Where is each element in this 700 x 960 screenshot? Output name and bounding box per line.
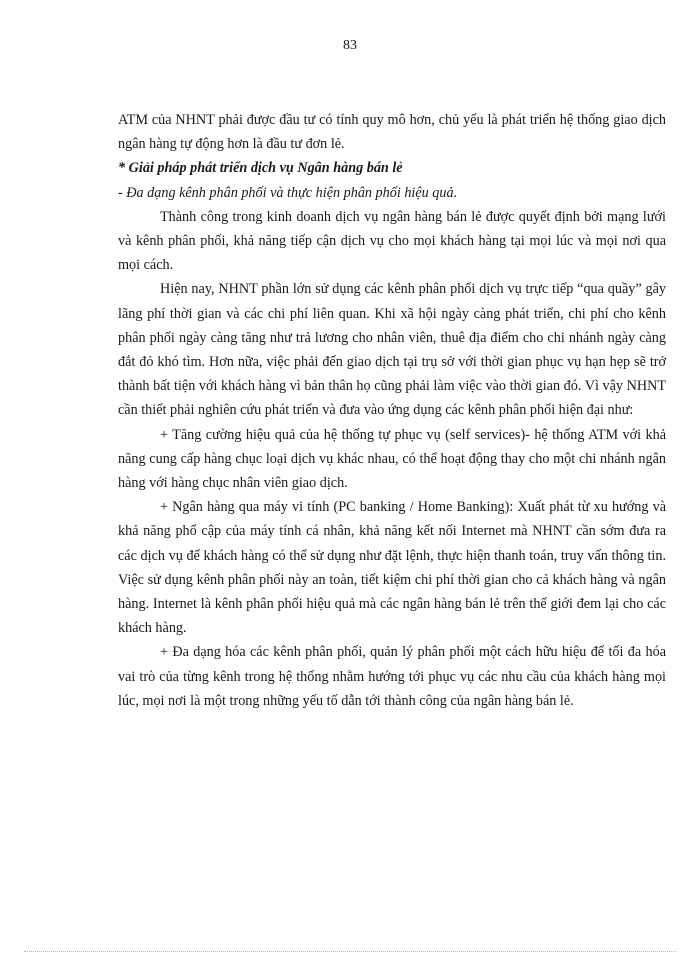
- paragraph-distribution-network: Thành công trong kinh doanh dịch vụ ngân hàng bán lẻ được quyết định bởi mạng lưới và kênh phân phối, khả năng tiếp cận dịch vụ cho mọi khách hàng tại mọi lúc và mọi nơi qua mọi cách.: [118, 208, 666, 274]
- document-body: [118, 108, 666, 713]
- list-item-channel-diversification: + Đa dạng hóa các kênh phân phối, quản lý phân phối một cách hữu hiệu để tối đa hóa vai trò của từng kênh trong hệ thống nhằm hướng tới phục vụ các nhu cầu của khách hàng mọi lúc, mọi nơi là một trong những yếu tố dẫn tới thành công của ngân hàng bán lẻ.: [118, 644, 666, 709]
- list-item-pc-banking: + Ngân hàng qua máy vi tính (PC banking / Home Banking): Xuất phát từ xu hướng và khả năng phổ cập của máy tính cá nhân, khả năng kết nối Internet mà NHNT cần sớm đưa ra các dịch vụ để khách hàng có thể sử dụng như đặt lệnh, thực hiện thanh toán, truy vấn thông tin. Việc sử dụng kênh phân phối này an toàn, tiết kiệm chi phí thời gian cho cả khách hàng và ngân hàng. Internet là kênh phân phối hiệu quả mà các ngân hàng bán lẻ trên thế giới đem lại cho các khách hàng.: [118, 499, 666, 637]
- section-subheading: - Đa dạng kênh phân phối và thực hiện phân phối hiệu quả.: [118, 184, 458, 201]
- paragraph-current-channels: Hiện nay, NHNT phần lớn sử dụng các kênh phân phối dịch vụ trực tiếp “qua quầy” gây lãng phí thời gian và các chi phí liên quan. Khi xã hội ngày càng phát triển, chi phí cho kênh phân phối ngày càng tăng như trả lương cho nhân viên, thuê địa điểm cho chi nhánh ngày càng đắt đỏ khó tìm. Hơn nữa, việc phải đến giao dịch tại trụ sở với thời gian phục vụ hạn hẹp sẽ trở thành bất tiện với khách hàng vì bản thân họ cũng phải làm việc vào thời gian đó. Vì vậy NHNT cần thiết phải nghiên cứu phát triển và đưa vào ứng dụng các kênh phân phối hiện đại như:: [118, 281, 666, 419]
- page-number: 83: [343, 38, 357, 53]
- list-item-self-services: + Tăng cường hiệu quả của hệ thống tự phục vụ (self services)- hệ thống ATM với khả năng cung cấp hàng chục loại dịch vụ khác nhau, có thể hoạt động thay cho một chi nhánh ngân hàng với hàng chục nhân viên giao dịch.: [118, 426, 666, 492]
- page-bottom-divider: [24, 951, 676, 952]
- paragraph-atm-investment: ATM của NHNT phải được đầu tư có tính quy mô hơn, chủ yếu là phát triển hệ thống giao dịch ngân hàng tự động hơn là đầu tư đơn lẻ.: [118, 112, 666, 153]
- section-heading: * Giải pháp phát triển dịch vụ Ngân hàng bán lẻ: [118, 160, 403, 177]
